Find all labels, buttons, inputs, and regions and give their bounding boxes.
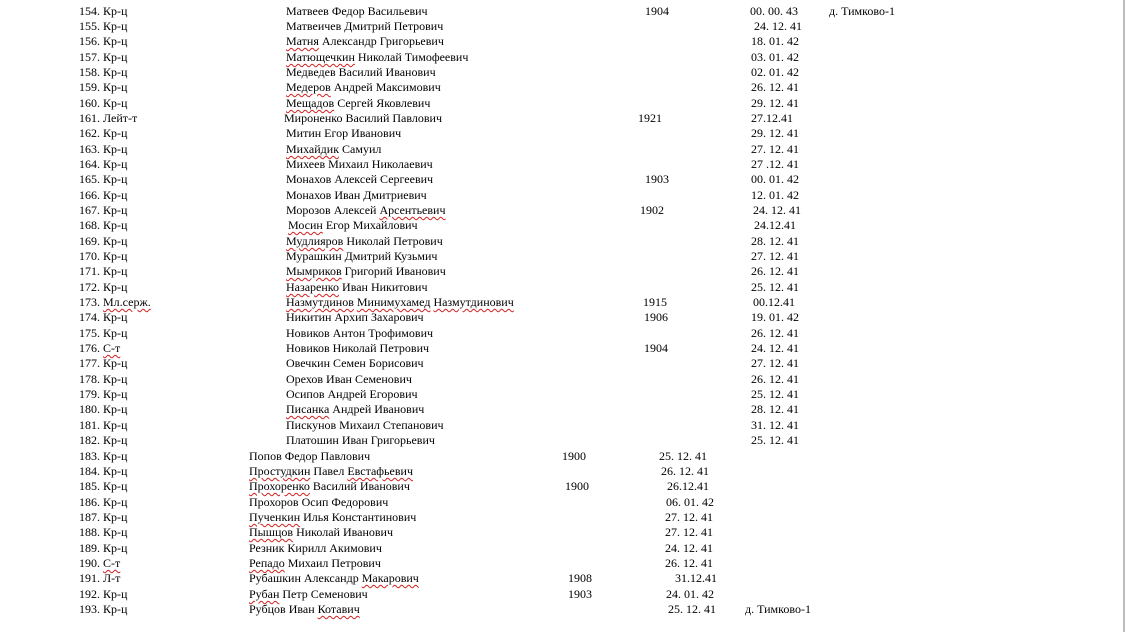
row-number: 177. xyxy=(79,356,100,370)
row-rank: Кр-ц xyxy=(103,203,128,217)
row-number: 193. xyxy=(79,602,100,616)
row-number: 187. xyxy=(79,510,100,524)
list-row xyxy=(0,295,1120,310)
row-name: Матвеичев Дмитрий Петрович xyxy=(286,19,444,33)
row-rank: Кр-ц xyxy=(103,418,128,432)
row-date: 12. 01. 42 xyxy=(751,188,799,202)
list-row xyxy=(0,602,1120,617)
row-name: Овечкин Семен Борисович xyxy=(286,356,424,370)
row-name: Осипов Андрей Егорович xyxy=(286,387,418,401)
list-row xyxy=(0,188,1120,203)
row-rank: С-т xyxy=(103,341,121,355)
row-number: 185. xyxy=(79,479,100,493)
list-row xyxy=(0,310,1120,325)
row-number: 161. xyxy=(79,111,100,125)
row-number: 181. xyxy=(79,418,100,432)
list-row xyxy=(0,249,1120,264)
row-name: Пискунов Михаил Степанович xyxy=(286,418,444,432)
row-rank: Кр-ц xyxy=(103,587,128,601)
row-date: 25. 12. 41 xyxy=(751,387,799,401)
row-number: 163. xyxy=(79,142,100,156)
row-number: 182. xyxy=(79,433,100,447)
row-date: 29. 12. 41 xyxy=(751,96,799,110)
row-rank: Кр-ц xyxy=(103,479,128,493)
row-rank: Мл.серж. xyxy=(103,295,151,309)
list-row xyxy=(0,280,1120,295)
row-date: 27. 12. 41 xyxy=(751,356,799,370)
row-number: 191. xyxy=(79,571,100,585)
list-row xyxy=(0,402,1120,417)
row-number: 180. xyxy=(79,402,100,416)
row-name: Новиков Николай Петрович xyxy=(286,341,430,355)
row-rank: Кр-ц xyxy=(103,157,128,171)
row-name: Никитин Архип Захарович xyxy=(286,310,424,324)
row-date: 26. 12. 41 xyxy=(751,372,799,386)
list-row xyxy=(0,479,1120,494)
row-birth-year: 1904 xyxy=(644,341,668,355)
row-date: 29. 12. 41 xyxy=(751,126,799,140)
row-date: 28. 12. 41 xyxy=(751,402,799,416)
row-number: 174. xyxy=(79,310,100,324)
list-row xyxy=(0,356,1120,371)
row-number: 189. xyxy=(79,541,100,555)
row-name: Резник Кирилл Акимович xyxy=(249,541,382,555)
list-row xyxy=(0,65,1120,80)
row-date: 00.12.41 xyxy=(753,295,795,309)
row-date: 27. 12. 41 xyxy=(751,142,799,156)
list-row xyxy=(0,264,1120,279)
row-name: Медведев Василий Иванович xyxy=(286,65,436,79)
row-date: 02. 01. 42 xyxy=(751,65,799,79)
row-name: Медеров Андрей Максимович xyxy=(286,80,441,94)
row-rank: Кр-ц xyxy=(103,218,128,232)
row-rank: Кр-ц xyxy=(103,249,128,263)
row-number: 165. xyxy=(79,172,100,186)
row-number: 184. xyxy=(79,464,100,478)
row-name: Михеев Михаил Николаевич xyxy=(286,157,433,171)
row-name: Рубцов Иван Котавич xyxy=(249,602,360,616)
row-number: 173. xyxy=(79,295,100,309)
row-name: Репадо Михаил Петрович xyxy=(249,556,381,570)
row-name: Прохоров Осип Федорович xyxy=(249,495,389,509)
row-date: 27. 12. 41 xyxy=(665,525,713,539)
row-name: Назмутдинов Минимухамед Назмутдинович xyxy=(286,295,514,309)
row-rank: Кр-ц xyxy=(103,280,128,294)
row-number: 188. xyxy=(79,525,100,539)
row-name: Матня Александр Григорьевич xyxy=(286,34,444,48)
row-name: Новиков Антон Трофимович xyxy=(286,326,434,340)
row-rank: Кр-ц xyxy=(103,402,128,416)
row-date: 25. 12. 41 xyxy=(668,602,716,616)
row-date: 24. 12. 41 xyxy=(754,19,802,33)
row-date: 26. 12. 41 xyxy=(751,264,799,278)
list-row xyxy=(0,418,1120,433)
list-row xyxy=(0,326,1120,341)
row-number: 156. xyxy=(79,34,100,48)
row-date: 26. 12. 41 xyxy=(751,80,799,94)
row-date: 24. 12. 41 xyxy=(665,541,713,555)
row-date: 27. 12. 41 xyxy=(751,249,799,263)
row-name: Пышцов Николай Иванович xyxy=(249,525,393,539)
row-rank: Лейт-т xyxy=(103,111,138,125)
row-name: Матющечкин Николай Тимофеевич xyxy=(286,50,469,64)
row-rank: Кр-ц xyxy=(103,356,128,370)
row-date: 27 .12. 41 xyxy=(751,157,799,171)
row-date: 26. 12. 41 xyxy=(665,556,713,570)
row-birth-year: 1921 xyxy=(638,111,662,125)
row-date: 24. 01. 42 xyxy=(666,587,714,601)
row-birth-year: 1900 xyxy=(562,449,586,463)
row-date: 25. 12. 41 xyxy=(659,449,707,463)
row-number: 175. xyxy=(79,326,100,340)
row-date: 03. 01. 42 xyxy=(751,50,799,64)
list-row xyxy=(0,525,1120,540)
row-date: 26. 12. 41 xyxy=(751,326,799,340)
row-date: 31.12.41 xyxy=(675,571,717,585)
row-date: 27.12.41 xyxy=(751,111,793,125)
row-rank: Кр-ц xyxy=(103,387,128,401)
row-rank: Кр-ц xyxy=(103,96,128,110)
row-name: Монахов Алексей Сергеевич xyxy=(286,172,434,186)
row-name: Монахов Иван Дмитриевич xyxy=(286,188,427,202)
row-number: 192. xyxy=(79,587,100,601)
list-row xyxy=(0,203,1120,218)
list-row xyxy=(0,50,1120,65)
row-date: 24.12.41 xyxy=(754,218,796,232)
row-date: 26.12.41 xyxy=(667,479,709,493)
row-rank: Кр-ц xyxy=(103,234,128,248)
row-rank: Кр-ц xyxy=(103,264,128,278)
row-name: Писанка Андрей Иванович xyxy=(286,402,425,416)
list-row xyxy=(0,172,1120,187)
row-number: 190. xyxy=(79,556,100,570)
list-row xyxy=(0,234,1120,249)
row-rank: Кр-ц xyxy=(103,50,128,64)
row-birth-year: 1915 xyxy=(643,295,667,309)
row-name: Простудкин Павел Евстафьевич xyxy=(249,464,413,478)
list-row xyxy=(0,510,1120,525)
row-name: Платошин Иван Григорьевич xyxy=(286,433,435,447)
row-name: Митин Егор Иванович xyxy=(286,126,402,140)
row-rank: Кр-ц xyxy=(103,372,128,386)
row-name: Мудлияров Николай Петрович xyxy=(286,234,443,248)
row-number: 183. xyxy=(79,449,100,463)
row-rank: Кр-ц xyxy=(103,4,128,18)
list-row xyxy=(0,126,1120,141)
list-row xyxy=(0,464,1120,479)
list-row xyxy=(0,341,1120,356)
row-number: 179. xyxy=(79,387,100,401)
row-name: Михайдик Самуил xyxy=(286,142,382,156)
row-number: 154. xyxy=(79,4,100,18)
row-birth-year: 1903 xyxy=(568,587,592,601)
row-date: 25. 12. 41 xyxy=(751,280,799,294)
row-birth-year: 1902 xyxy=(640,203,664,217)
row-date: 25. 12. 41 xyxy=(751,433,799,447)
row-rank: Кр-ц xyxy=(103,172,128,186)
row-number: 162. xyxy=(79,126,100,140)
list-row xyxy=(0,372,1120,387)
row-birth-year: 1908 xyxy=(568,571,592,585)
row-rank: Кр-ц xyxy=(103,510,128,524)
row-birth-year: 1903 xyxy=(645,172,669,186)
row-birth-year: 1900 xyxy=(565,479,589,493)
row-rank: Кр-ц xyxy=(103,65,128,79)
row-date: 06. 01. 42 xyxy=(666,495,714,509)
row-rank: Кр-ц xyxy=(103,541,128,555)
row-place: д. Тимково-1 xyxy=(829,4,895,18)
list-row xyxy=(0,157,1120,172)
list-row xyxy=(0,556,1120,571)
list-row xyxy=(0,111,1120,126)
list-row xyxy=(0,142,1120,157)
row-number: 172. xyxy=(79,280,100,294)
row-rank: Кр-ц xyxy=(103,19,128,33)
row-rank: Кр-ц xyxy=(103,326,128,340)
row-name: Пученкин Илья Константинович xyxy=(249,510,417,524)
row-date: 24. 12. 41 xyxy=(753,203,801,217)
row-name: Попов Федор Павлович xyxy=(249,449,371,463)
row-name: Рубашкин Александр Макарович xyxy=(249,571,419,585)
list-row xyxy=(0,96,1120,111)
row-name: Орехов Иван Семенович xyxy=(286,372,412,386)
row-number: 178. xyxy=(79,372,100,386)
row-rank: Кр-ц xyxy=(103,495,128,509)
list-row xyxy=(0,4,1120,19)
row-rank: Кр-ц xyxy=(103,34,128,48)
row-number: 166. xyxy=(79,188,100,202)
row-date: 00. 00. 43 xyxy=(750,4,798,18)
row-date: 28. 12. 41 xyxy=(751,234,799,248)
list-row xyxy=(0,541,1120,556)
list-row xyxy=(0,218,1120,233)
list-row xyxy=(0,80,1120,95)
list-row xyxy=(0,571,1120,586)
row-date: 31. 12. 41 xyxy=(751,418,799,432)
row-rank: Кр-ц xyxy=(103,126,128,140)
row-name: Назаренко Иван Никитович xyxy=(286,280,428,294)
row-place: д. Тимково-1 xyxy=(745,602,811,616)
list-row xyxy=(0,495,1120,510)
row-birth-year: 1906 xyxy=(644,310,668,324)
row-date: 27. 12. 41 xyxy=(665,510,713,524)
row-number: 164. xyxy=(79,157,100,171)
row-name: Рубан Петр Семенович xyxy=(249,587,368,601)
row-rank: С-т xyxy=(103,556,121,570)
list-row xyxy=(0,433,1120,448)
row-name: Прохоренко Василий Иванович xyxy=(249,479,410,493)
row-date: 24. 12. 41 xyxy=(751,341,799,355)
row-number: 168. xyxy=(79,218,100,232)
row-number: 167. xyxy=(79,203,100,217)
row-rank: Кр-ц xyxy=(103,310,128,324)
row-rank: Кр-ц xyxy=(103,602,128,616)
list-row xyxy=(0,587,1120,602)
row-name: Морозов Алексей Арсентьевич xyxy=(286,203,446,217)
row-name: Мымриков Григорий Иванович xyxy=(286,264,446,278)
row-number: 176. xyxy=(79,341,100,355)
row-name: Мурашкин Дмитрий Кузьмич xyxy=(286,249,438,263)
row-number: 155. xyxy=(79,19,100,33)
row-rank: Кр-ц xyxy=(103,464,128,478)
row-name: Мещадов Сергей Яковлевич xyxy=(286,96,431,110)
row-rank: Кр-ц xyxy=(103,142,128,156)
list-row xyxy=(0,449,1120,464)
row-rank: Кр-ц xyxy=(103,433,128,447)
list-row xyxy=(0,387,1120,402)
row-number: 186. xyxy=(79,495,100,509)
row-rank: Кр-ц xyxy=(103,188,128,202)
list-row xyxy=(0,19,1120,34)
list-row xyxy=(0,34,1120,49)
row-date: 18. 01. 42 xyxy=(751,34,799,48)
row-rank: Л-т xyxy=(103,571,121,585)
row-number: 169. xyxy=(79,234,100,248)
row-number: 158. xyxy=(79,65,100,79)
row-number: 171. xyxy=(79,264,100,278)
row-number: 159. xyxy=(79,80,100,94)
row-name: Мосин Егор Михайлович xyxy=(288,218,418,232)
row-number: 160. xyxy=(79,96,100,110)
row-date: 26. 12. 41 xyxy=(661,464,709,478)
row-rank: Кр-ц xyxy=(103,449,128,463)
row-name: Мироненко Василий Павлович xyxy=(284,111,443,125)
row-date: 00. 01. 42 xyxy=(751,172,799,186)
row-name: Матвеев Федор Васильевич xyxy=(286,4,428,18)
row-birth-year: 1904 xyxy=(645,4,669,18)
row-rank: Кр-ц xyxy=(103,80,128,94)
row-number: 170. xyxy=(79,249,100,263)
row-number: 157. xyxy=(79,50,100,64)
row-date: 19. 01. 42 xyxy=(751,310,799,324)
row-rank: Кр-ц xyxy=(103,525,128,539)
